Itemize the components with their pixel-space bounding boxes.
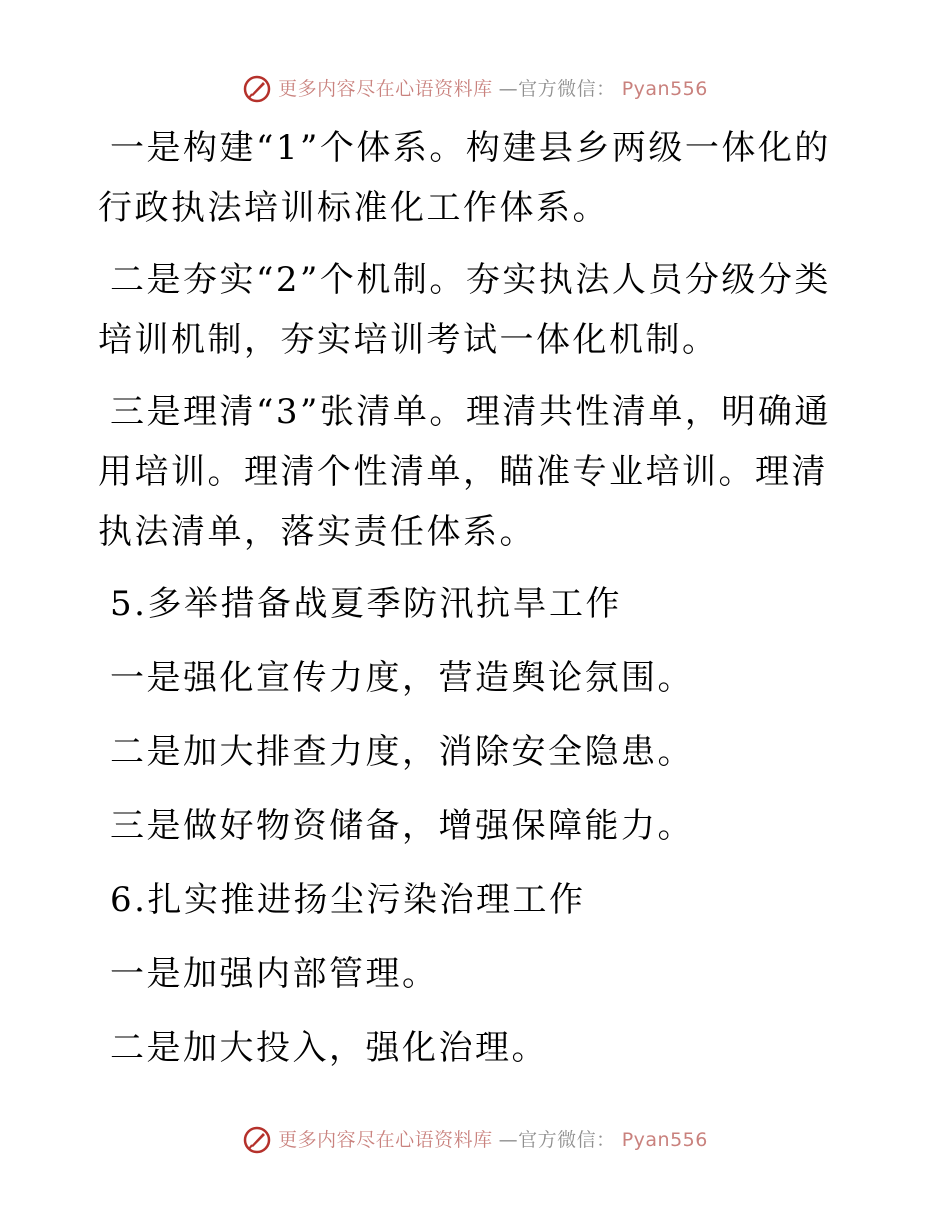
watermark-site-name: 更多内容尽在心语资料库 <box>278 1129 493 1151</box>
watermark-wechat-id: Pyan556 <box>621 78 708 100</box>
paragraph-5-2: 二是加大排查力度，消除安全隐患。 <box>110 732 694 772</box>
watermark-site-name: 更多内容尽在心语资料库 <box>278 78 493 100</box>
paragraph-1: 一是构建“1”个体系。构建县乡两级一体化的行政执法培训标准化工作体系。 <box>98 128 831 228</box>
header-watermark <box>0 74 950 104</box>
paragraph-6-2: 二是加大投入，强化治理。 <box>110 1028 548 1068</box>
section-heading-5: 5.多举措备战夏季防汛抗旱工作 <box>110 584 622 624</box>
paragraph-6-1: 一是加强内部管理。 <box>110 954 439 994</box>
paragraph-3: 三是理清“3”张清单。理清共性清单，明确通用培训。理清个性清单，瞄准专业培训。理清执法清单，落实责任体系。 <box>98 392 831 552</box>
quill-logo-icon <box>242 1125 272 1155</box>
footer-watermark <box>0 1125 950 1155</box>
section-heading-6: 6.扎实推进扬尘污染治理工作 <box>110 880 586 920</box>
watermark-wechat-label: —官方微信： <box>498 78 616 100</box>
quill-logo-icon <box>242 74 272 104</box>
watermark-wechat-id: Pyan556 <box>621 1129 708 1151</box>
document-body <box>98 118 858 1092</box>
paragraph-5-3: 三是做好物资储备，增强保障能力。 <box>110 806 694 846</box>
watermark-wechat-label: —官方微信： <box>498 1129 616 1151</box>
paragraph-5-1: 一是强化宣传力度，营造舆论氛围。 <box>110 658 694 698</box>
paragraph-2: 二是夯实“2”个机制。夯实执法人员分级分类培训机制，夯实培训考试一体化机制。 <box>98 260 831 360</box>
